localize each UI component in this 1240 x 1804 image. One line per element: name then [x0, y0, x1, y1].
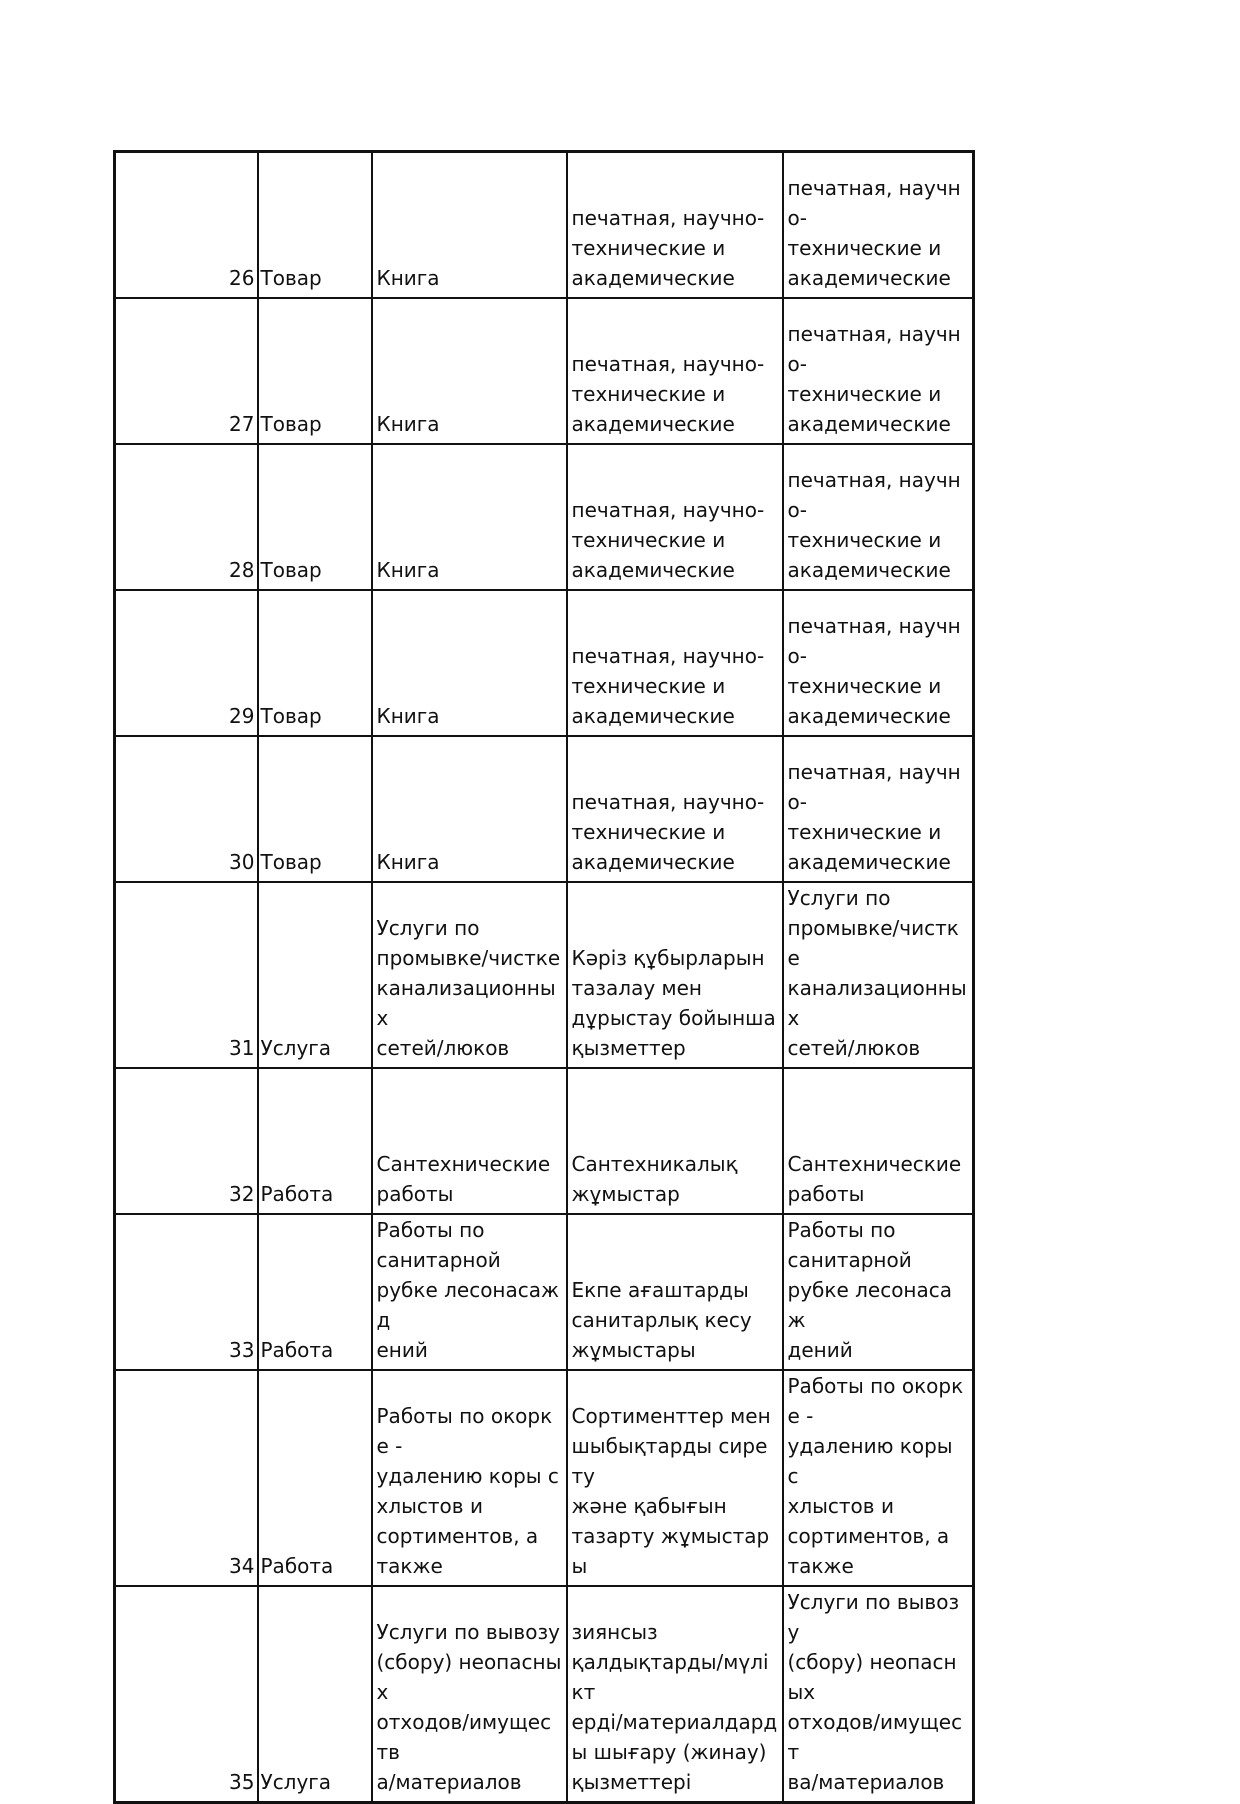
- table-row: [115, 736, 974, 882]
- row-name-ru: Книга: [372, 444, 567, 590]
- row-number: 29: [115, 590, 258, 736]
- row-description-ru: печатная, научно- технические и академические: [783, 444, 974, 590]
- row-description-ru: Услуги по вывозу (сбору) неопасных отходов/имущест ва/материалов: [783, 1586, 974, 1803]
- row-name-ru: Работы по окорке - удалению коры с хлыстов и сортиментов, а также: [372, 1370, 567, 1586]
- row-type: Работа: [258, 1068, 372, 1214]
- row-name-kz: Кәріз құбырларын тазалау мен дұрыстау бойынша қызметтер: [567, 882, 783, 1068]
- row-description-ru: Работы по санитарной рубке лесонасаж дений: [783, 1214, 974, 1370]
- row-name-ru: Книга: [372, 152, 567, 299]
- row-number: 31: [115, 882, 258, 1068]
- row-name-ru: Услуги по вывозу (сбору) неопасных отходов/имуществ а/материалов: [372, 1586, 567, 1803]
- row-description-ru: печатная, научно- технические и академические: [783, 152, 974, 299]
- row-number: 33: [115, 1214, 258, 1370]
- row-description-ru: печатная, научно- технические и академические: [783, 590, 974, 736]
- row-number: 27: [115, 298, 258, 444]
- row-type: Товар: [258, 736, 372, 882]
- row-name-ru: Книга: [372, 298, 567, 444]
- row-number: 32: [115, 1068, 258, 1214]
- table-row: [115, 882, 974, 1068]
- row-description-ru: Работы по окорке - удалению коры с хлыстов и сортиментов, а также: [783, 1370, 974, 1586]
- row-type: Работа: [258, 1214, 372, 1370]
- row-number: 30: [115, 736, 258, 882]
- row-description-ru: печатная, научно- технические и академические: [783, 298, 974, 444]
- row-name-kz: зиянсыз қалдықтарды/мүлікт ерді/материалдард ы шығару (жинау) қызметтері: [567, 1586, 783, 1803]
- table-row: [115, 1370, 974, 1586]
- row-name-kz: Сантехникалық жұмыстар: [567, 1068, 783, 1214]
- row-number: 28: [115, 444, 258, 590]
- row-name-ru: Книга: [372, 736, 567, 882]
- row-name-kz: Екпе ағаштарды санитарлық кесу жұмыстары: [567, 1214, 783, 1370]
- row-name-kz: печатная, научно- технические и академические: [567, 736, 783, 882]
- row-description-ru: Сантехнические работы: [783, 1068, 974, 1214]
- row-type: Услуга: [258, 1586, 372, 1803]
- row-type: Работа: [258, 1370, 372, 1586]
- row-type: Товар: [258, 590, 372, 736]
- table-row: [115, 1214, 974, 1370]
- row-type: Услуга: [258, 882, 372, 1068]
- table-row: [115, 590, 974, 736]
- table-row: [115, 298, 974, 444]
- row-type: Товар: [258, 298, 372, 444]
- row-name-kz: Сортименттер мен шыбықтарды сирету және қабығын тазарту жұмыстары: [567, 1370, 783, 1586]
- row-type: Товар: [258, 444, 372, 590]
- row-type: Товар: [258, 152, 372, 299]
- table-body: [115, 152, 974, 1803]
- row-name-ru: Работы по санитарной рубке лесонасажд ений: [372, 1214, 567, 1370]
- row-name-ru: Услуги по промывке/чистке канализационных сетей/люков: [372, 882, 567, 1068]
- row-number: 34: [115, 1370, 258, 1586]
- row-name-ru: Книга: [372, 590, 567, 736]
- table-row: [115, 444, 974, 590]
- table-row: [115, 1586, 974, 1803]
- row-description-ru: печатная, научно- технические и академические: [783, 736, 974, 882]
- row-name-ru: Сантехнические работы: [372, 1068, 567, 1214]
- table-row: [115, 152, 974, 299]
- row-name-kz: печатная, научно- технические и академические: [567, 590, 783, 736]
- row-description-ru: Услуги по промывке/чистке канализационных сетей/люков: [783, 882, 974, 1068]
- table-row: [115, 1068, 974, 1214]
- row-number: 26: [115, 152, 258, 299]
- row-number: 35: [115, 1586, 258, 1803]
- row-name-kz: печатная, научно- технические и академические: [567, 298, 783, 444]
- procurement-table: [113, 150, 975, 1804]
- row-name-kz: печатная, научно- технические и академические: [567, 444, 783, 590]
- row-name-kz: печатная, научно- технические и академические: [567, 152, 783, 299]
